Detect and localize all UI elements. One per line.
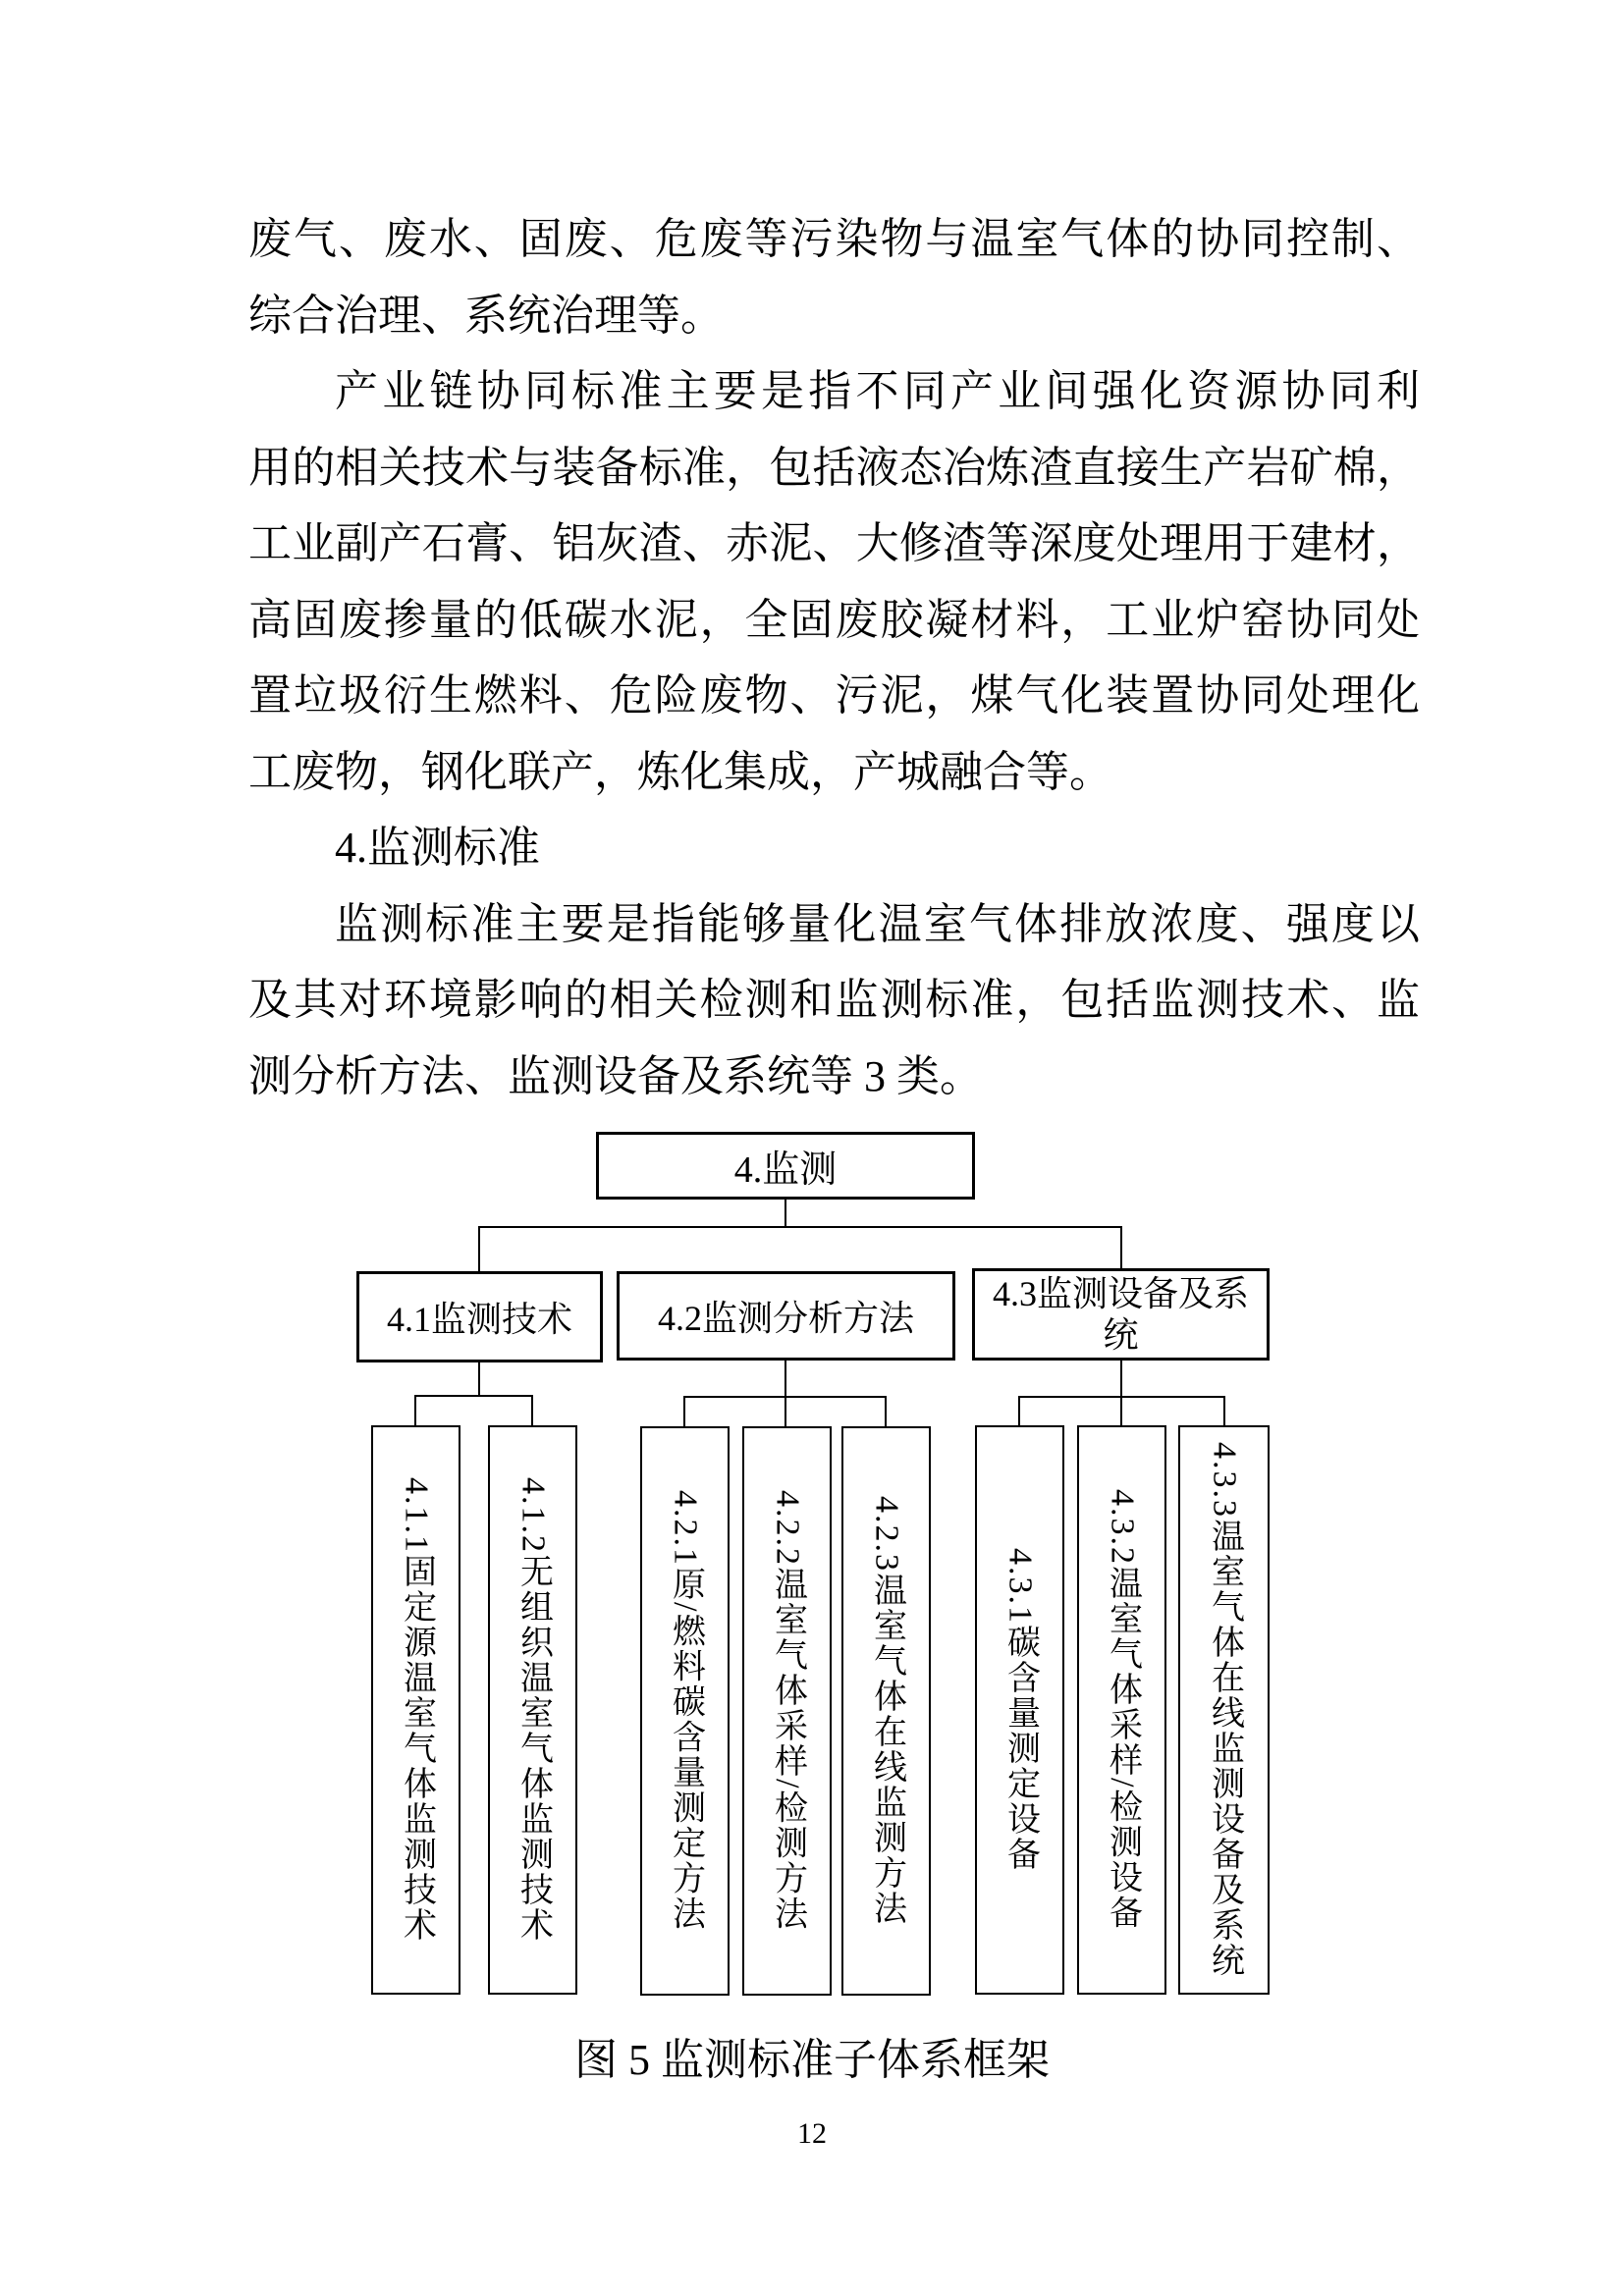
connector-line xyxy=(478,1226,1122,1228)
diagram-node-label: 4.3.1碳含量测定设备 xyxy=(1001,1548,1039,1872)
diagram-node-4-1 xyxy=(356,1271,603,1362)
diagram-node-4-2-3 xyxy=(841,1426,931,1996)
diagram-node-label: 4.3.3温室气体在线监测设备及系统 xyxy=(1206,1442,1243,1978)
page-number: 12 xyxy=(797,2117,827,2150)
diagram-node-label: 4.2.2温室气体采样/检测方法 xyxy=(769,1490,806,1932)
diagram-node-root xyxy=(596,1132,975,1200)
diagram-node-label: 4.2.1原/燃料碳含量测定方法 xyxy=(667,1490,704,1932)
connector-line xyxy=(1120,1396,1122,1425)
diagram-node-label: 4.3监测设备及系统 xyxy=(992,1274,1249,1355)
text-line: 及其对环境影响的相关检测和监测标准，包括监测技术、监 xyxy=(248,976,1420,1024)
figure-caption: 图 5 监测标准子体系框架 xyxy=(574,2036,1050,2084)
diagram-node-label: 4.监测 xyxy=(733,1149,838,1191)
text-line: 高固废掺量的低碳水泥，全固废胶凝材料，工业炉窑协同处 xyxy=(248,595,1420,644)
diagram-node-4-1-1 xyxy=(371,1425,460,1995)
connector-line xyxy=(414,1395,533,1397)
text-line: 监测标准主要是指能够量化温室气体排放浓度、强度以 xyxy=(335,899,1420,948)
connector-line xyxy=(1018,1396,1020,1425)
diagram-node-4-3-3 xyxy=(1178,1425,1270,1995)
connector-line xyxy=(414,1395,416,1425)
text-line: 置垃圾衍生燃料、危险废物、污泥，煤气化装置协同处理化 xyxy=(248,671,1420,720)
text-line: 废气、废水、固废、危废等污染物与温室气体的协同控制、 xyxy=(248,215,1420,263)
connector-line xyxy=(1120,1226,1122,1271)
diagram-node-4-1-2 xyxy=(488,1425,577,1995)
diagram-node-label: 4.1.1固定源温室气体监测技术 xyxy=(398,1477,435,1943)
text-line: 工废物，钢化联产，炼化集成，产城融合等。 xyxy=(248,747,1112,796)
diagram-node-label: 4.1.2无组织温室气体监测技术 xyxy=(514,1477,552,1943)
diagram-node-label: 4.2监测分析方法 xyxy=(657,1299,914,1338)
section-heading: 4.监测标准 xyxy=(335,824,540,872)
connector-line xyxy=(683,1396,685,1426)
diagram-node-label: 4.3.2温室气体采样/检测设备 xyxy=(1104,1489,1141,1931)
body-text xyxy=(248,201,1420,1114)
connector-line xyxy=(785,1360,786,1397)
connector-line xyxy=(478,1362,480,1396)
connector-line xyxy=(1223,1396,1225,1425)
diagram-node-label: 4.2.3温室气体在线监测方法 xyxy=(868,1496,905,1926)
text-line: 工业副产石膏、铝灰渣、赤泥、大修渣等深度处理用于建材， xyxy=(248,519,1420,567)
text-line: 测分析方法、监测设备及系统等 3 类。 xyxy=(248,1051,983,1100)
connector-line xyxy=(885,1396,887,1426)
text-line: 综合治理、系统治理等。 xyxy=(248,291,724,340)
diagram-node-4-2-2 xyxy=(742,1426,832,1996)
diagram-node-4-3 xyxy=(972,1268,1270,1361)
diagram-node-4-2 xyxy=(617,1271,955,1361)
diagram-node-4-2-1 xyxy=(640,1426,730,1996)
diagram-node-label: 4.1监测技术 xyxy=(386,1300,572,1339)
connector-line xyxy=(1120,1361,1122,1397)
connector-line xyxy=(785,1200,786,1227)
text-line: 用的相关技术与装备标准，包括液态冶炼渣直接生产岩矿棉， xyxy=(248,443,1420,492)
diagram-node-4-3-1 xyxy=(975,1425,1064,1995)
diagram-node-4-3-2 xyxy=(1077,1425,1166,1995)
connector-line xyxy=(785,1396,786,1426)
text-line: 产业链协同标准主要是指不同产业间强化资源协同利 xyxy=(335,367,1420,415)
connector-line xyxy=(531,1395,533,1425)
connector-line xyxy=(478,1226,480,1271)
